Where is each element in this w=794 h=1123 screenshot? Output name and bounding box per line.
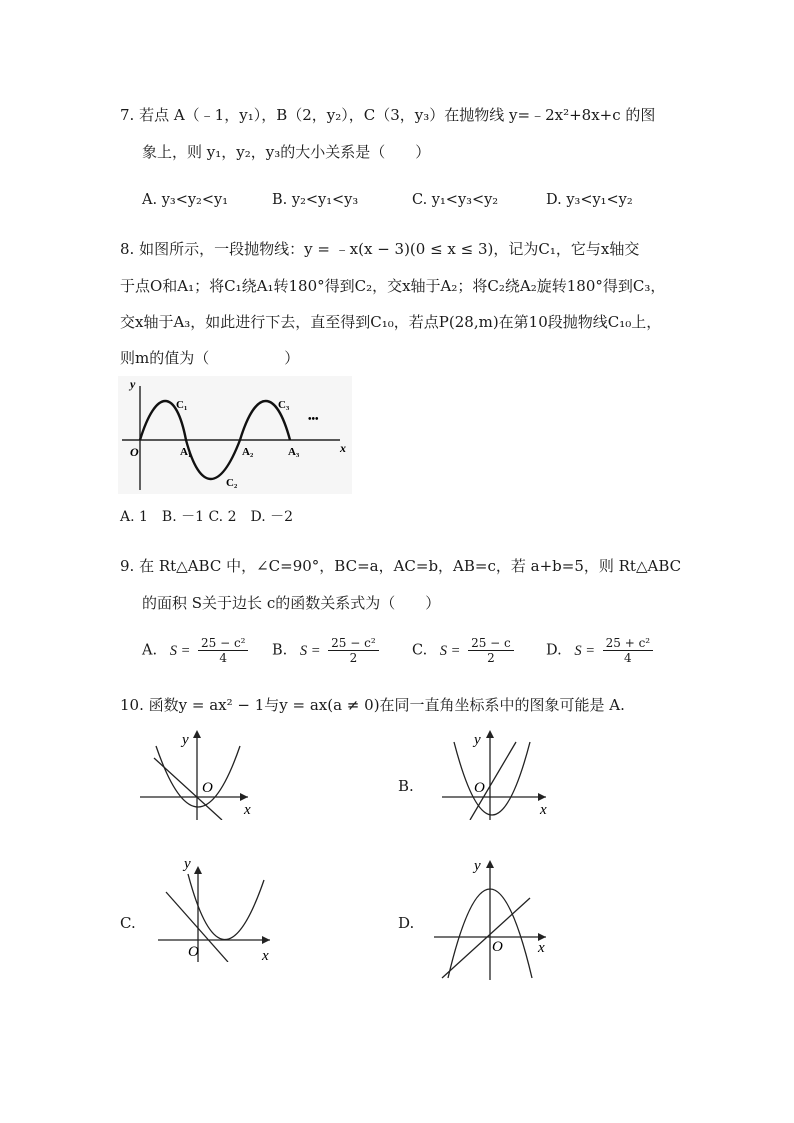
q10-graph-c-label: C.	[120, 914, 136, 932]
q10-graph-c-label-y: y	[184, 856, 191, 872]
q10-graph-b-y-arrow	[486, 730, 494, 738]
q10-graph-a[interactable]	[140, 728, 260, 820]
q8-figure	[118, 376, 352, 494]
q8-label-y: y	[130, 377, 136, 391]
q10-graph-b-label-x: x	[540, 802, 547, 818]
q10-graph-b-x-arrow	[538, 793, 546, 801]
q10-graph-c-x-arrow	[262, 936, 270, 944]
q9-option-c-fraction	[468, 636, 514, 665]
q10-graph-d-label-x: x	[538, 940, 545, 956]
q8-options[interactable]: A. 1 B. －1 C. 2 D. －2	[120, 509, 294, 525]
q10-graph-a-y-arrow	[193, 730, 201, 738]
q8-label-c3: C₃	[278, 399, 290, 411]
q10-graph-d[interactable]	[430, 852, 554, 982]
q9-option-a-fraction	[198, 636, 248, 665]
q9-option-d-lhs: S =	[574, 642, 595, 659]
q10-graph-b-label-y: y	[474, 732, 481, 748]
q7-option-d[interactable]: D. y₃<y₁<y₂	[546, 192, 633, 208]
q9-option-a-numerator: 25 − c²	[198, 636, 248, 651]
q10-graph-a-label-y: y	[182, 732, 189, 748]
q9-line2: 的面积 S关于边长 c的函数关系式为（ ）	[142, 594, 441, 612]
q7-line2: 象上，则 y₁，y₂，y₃的大小关系是（ ）	[142, 143, 431, 161]
q9-line1: 9. 在 Rt△ABC 中，∠C=90°，BC=a，AC=b，AB=c，若 a+b=5，则 Rt△ABC	[120, 557, 682, 575]
q10-graph-d-label: D.	[398, 914, 415, 932]
q7-option-b[interactable]: B. y₂<y₁<y₃	[272, 192, 359, 208]
q10-graph-a-label-x: x	[244, 802, 251, 818]
q10-graph-c-label-x: x	[262, 948, 269, 962]
q10-graph-a-label-o: O	[202, 780, 213, 796]
q10-graph-b-label: B.	[398, 777, 414, 795]
q9-option-d-label: D.	[546, 642, 562, 659]
q9-option-c[interactable]	[412, 636, 514, 665]
q8-line1: 8. 如图所示，一段抛物线：y = ﹣x(x − 3)(0 ≤ x ≤ 3)，记为C₁，它与x轴交	[120, 240, 640, 258]
q9-option-b-fraction	[328, 636, 378, 665]
q10-graph-d-y-arrow	[486, 860, 494, 868]
q9-option-d-fraction	[603, 636, 653, 665]
q10-graph-c-y-arrow	[194, 866, 202, 874]
q10-graph-d-label-y: y	[474, 858, 481, 874]
q8-line4: 则m的值为（ ）	[120, 349, 300, 367]
q9-option-a[interactable]	[142, 636, 248, 665]
q8-label-a2: A₂	[242, 446, 254, 458]
q7-line1: 7. 若点 A（﹣1，y₁），B（2，y₂），C（3，y₃）在抛物线 y=﹣2x²+8x+c 的图	[120, 106, 656, 124]
q10-graph-b-label-o: O	[474, 780, 485, 796]
q8-label-x: x	[340, 441, 346, 455]
q9-option-c-denominator: 2	[487, 651, 495, 665]
q9-option-b-denominator: 2	[349, 651, 358, 665]
q10-graph-c[interactable]	[150, 852, 280, 962]
q10-graph-b-parabola	[454, 742, 530, 815]
q8-line2: 于点O和A₁；将C₁绕A₁转180°得到C₂，交x轴于A₂；将C₂绕A₂旋转180°得到C₃，	[120, 277, 666, 295]
q10-graph-d-line	[442, 898, 530, 978]
q9-option-b-numerator: 25 − c²	[328, 636, 378, 651]
q9-option-d-denominator: 4	[624, 651, 632, 665]
q9-option-c-label: C.	[412, 642, 428, 659]
q8-label-a3: A₃	[288, 446, 300, 458]
q7-option-a[interactable]: A. y₃<y₂<y₁	[142, 192, 229, 208]
q9-option-a-lhs: S =	[169, 642, 191, 659]
q9-option-c-numerator: 25 − c	[468, 636, 514, 651]
q9-option-b-label: B.	[272, 642, 288, 659]
q8-label-dots: •••	[308, 414, 319, 425]
q8-label-c1: C₁	[176, 399, 188, 411]
q8-label-c2: C₂	[226, 477, 238, 489]
q10-graph-b[interactable]	[430, 728, 554, 820]
q9-option-d-numerator: 25 + c²	[603, 636, 653, 651]
q10-graph-a-x-arrow	[240, 793, 248, 801]
q10-graph-c-label-o: O	[188, 944, 199, 960]
q8-label-o: O	[130, 445, 139, 459]
q8-label-a1: A₁	[180, 446, 192, 458]
q9-option-c-lhs: S =	[439, 642, 461, 659]
q9-option-a-label: A.	[142, 642, 158, 659]
q9-option-a-denominator: 4	[219, 651, 228, 665]
q7-option-c[interactable]: C. y₁<y₃<y₂	[412, 192, 499, 208]
q10-line1: 10. 函数y = ax² − 1与y = ax(a ≠ 0)在同一直角坐标系中的图象可能是 A.	[120, 696, 625, 714]
q9-option-b-lhs: S =	[299, 642, 321, 659]
q9-option-b[interactable]	[272, 636, 379, 665]
q8-line3: 交x轴于A₃，如此进行下去，直至得到C₁₀，若点P(28,m)在第10段抛物线C₁₀上，	[120, 313, 662, 331]
q10-graph-d-label-o: O	[492, 939, 503, 955]
q9-option-d[interactable]	[546, 636, 653, 665]
